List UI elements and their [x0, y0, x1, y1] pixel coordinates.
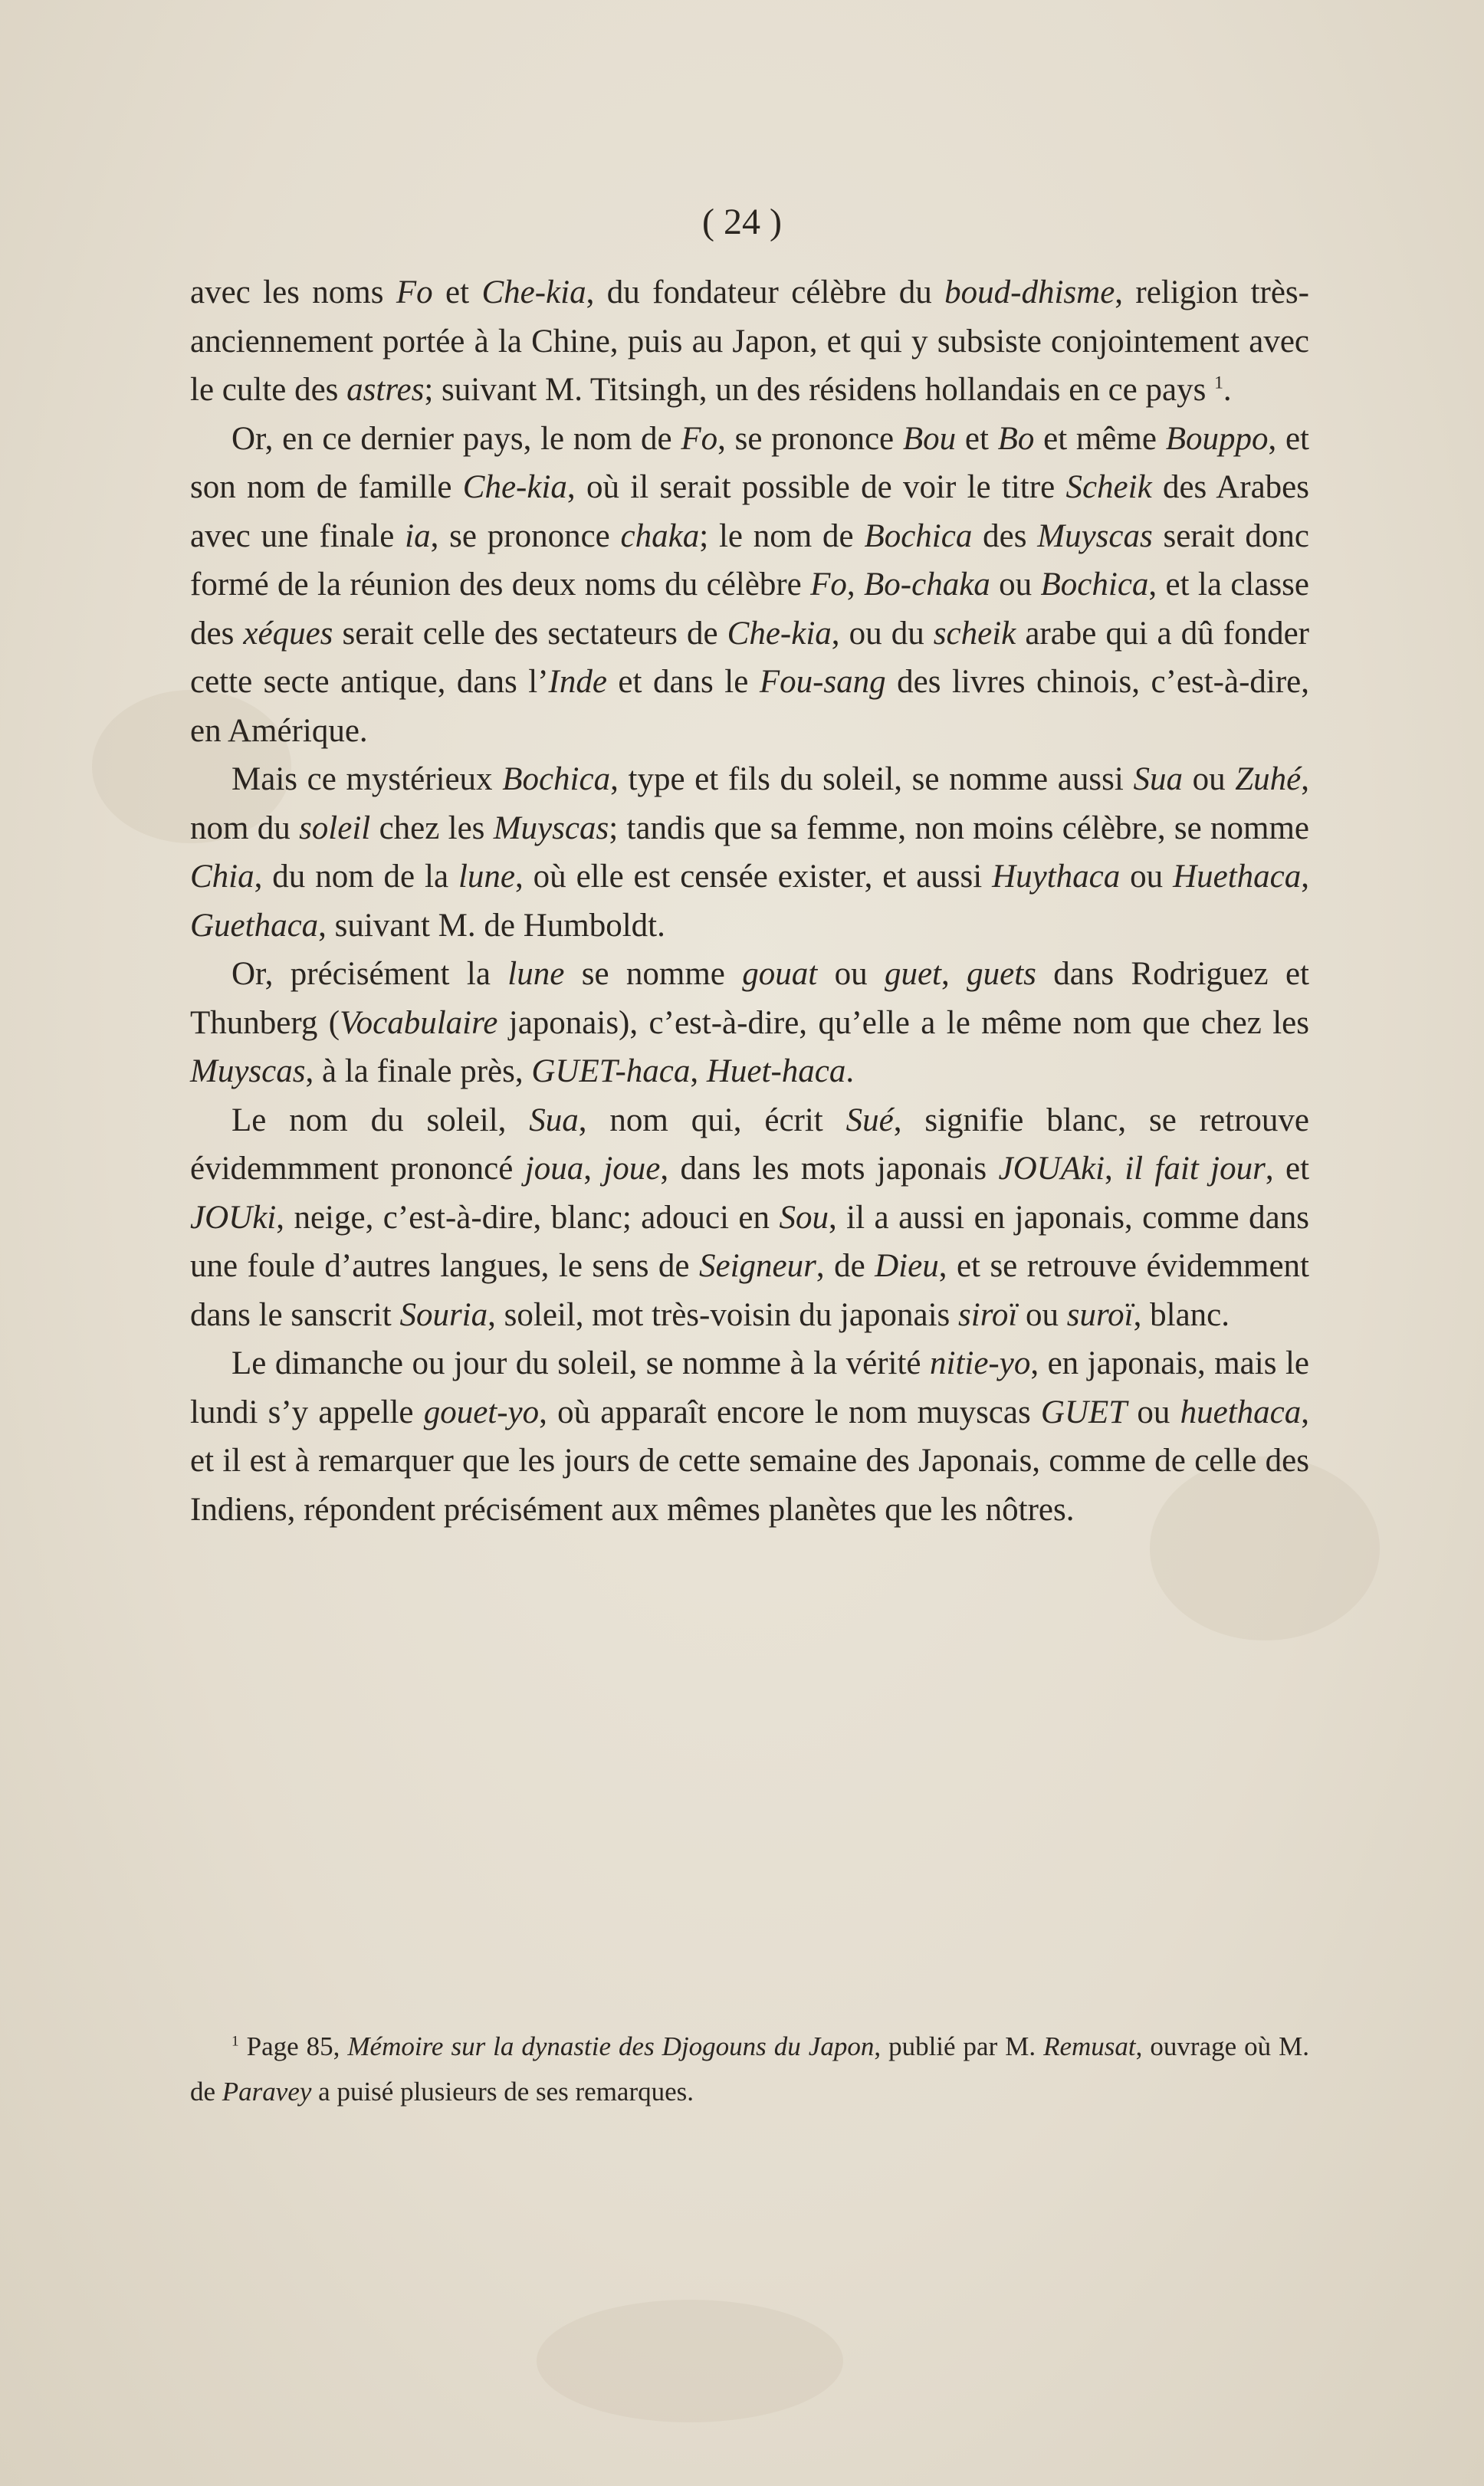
paragraph-1: avec les noms Fo et Che-kia, du fondateur célèbre du boud-dhisme, religion très-anciennement portée à la Chine, puis au Japon, et qui y subsiste conjointement avec le culte des astres; suivant M. Titsingh, un des résidens hollandais en ce pays $^1$.: [190, 274, 1309, 408]
footnote-marker: 1: [231, 2033, 239, 2050]
paper-stain: [537, 2300, 843, 2422]
paragraph-5: Le nom du soleil, Sua, nom qui, écrit Sué, signifie blanc, se retrouve évidemmment prononcé joua, joue, dans les mots japonais JOUAki, il fait jour, et JOUki, neige, c’est-à-dire, blanc; adouci en Sou, il a aussi en japonais, comme dans une foule d’autres langues, le sens de Seigneur, de Dieu, et se retrouve évidemment dans le sanscrit Souria, soleil, mot très-voisin du japonais siroï ou suroï, blanc.: [190, 1102, 1310, 1333]
paragraph-6: Le dimanche ou jour du soleil, se nomme à la vérité nitie-yo, en japonais, mais le lundi s’y appelle gouet-yo, où apparaît encore le nom muyscas GUET ou huethaca, et il est à remarquer que les jours de cette semaine des Japonais, comme de celle des Indiens, répondent précisément aux mêmes planètes que les nôtres.: [190, 1345, 1309, 1528]
footnote-ref: 1: [1214, 373, 1223, 393]
paragraph-3: Mais ce mystérieux Bochica, type et fils du soleil, se nomme aussi Sua ou Zuhé, nom du soleil chez les Muyscas; tandis que sa femme, non moins célèbre, se nomme Chia, du nom de la lune, où elle est censée exister, et aussi Huythaca ou Huethaca, Guethaca, suivant M. de Humboldt.: [190, 761, 1309, 944]
paragraph-2: Or, en ce dernier pays, le nom de Fo, se prononce Bou et Bo et même Bouppo, et son nom de famille Che-kia, où il serait possible de voir le titre Scheik des Arabes avec une finale ia, se prononce chaka; le nom de Bochica des Muyscas serait donc formé de la réunion des deux noms du célèbre Fo, Bo-chaka ou Bochica, et la classe des xéques serait celle des sectateurs de Che-kia, ou du scheik arabe qui a dû fonder cette secte antique, dans l’Inde et dans le Fou-sang des livres chinois, c’est-à-dire, en Amérique.: [190, 420, 1310, 749]
footnote: $^1$ Page 85, Mémoire sur la dynastie des Djogouns du Japon, publié par M. Remusat, ouvrage où M. de Paravey a puisé plusieurs de ses remarques.: [190, 2031, 1309, 2107]
paragraph-4: Or, précisément la lune se nomme gouat ou guet, guets dans Rodriguez et Thunberg (Vocabulaire japonais), c’est-à-dire, qu’elle a le même nom que chez les Muyscas, à la finale près, GUET-haca, Huet-haca.: [190, 956, 1310, 1089]
body-text: [190, 268, 1309, 1534]
page-number: ( 24 ): [702, 202, 782, 242]
